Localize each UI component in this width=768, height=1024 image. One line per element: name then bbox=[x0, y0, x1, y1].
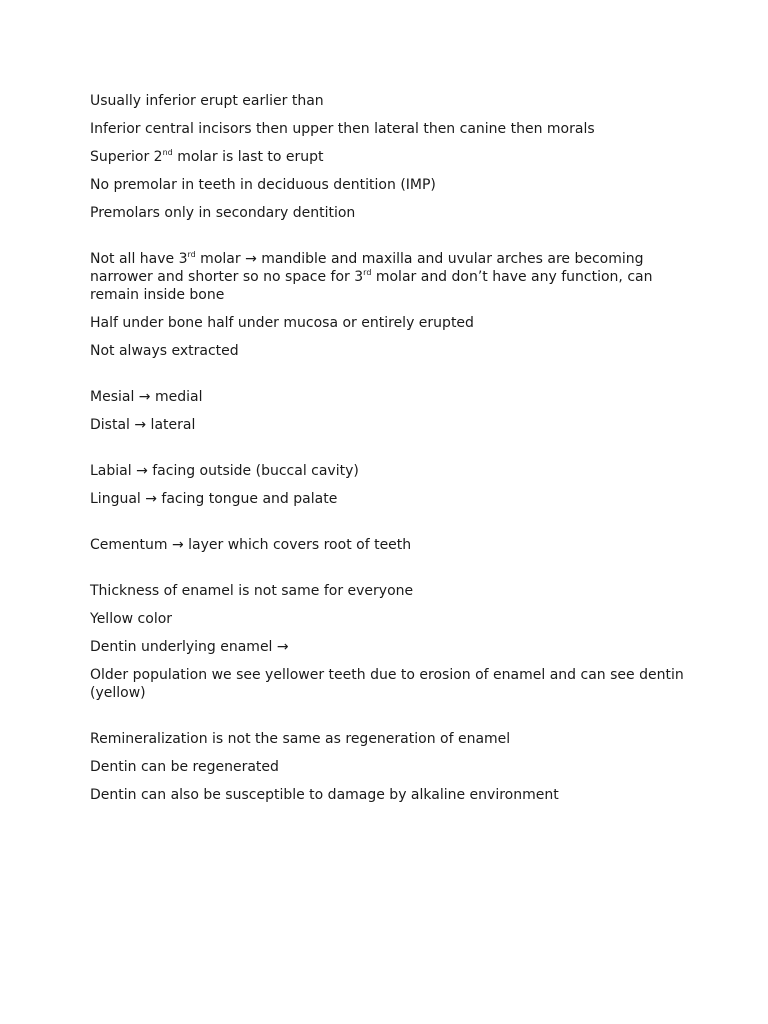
paragraph-spacer bbox=[90, 712, 690, 730]
paragraph-spacer bbox=[90, 564, 690, 582]
paragraph-spacer bbox=[90, 370, 690, 388]
paragraph bbox=[90, 204, 690, 222]
paragraph-spacer bbox=[90, 518, 690, 536]
paragraph-text: Labial → facing outside (buccal cavity) bbox=[90, 463, 359, 479]
paragraph-text: Remineralization is not the same as regeneration of enamel bbox=[90, 731, 511, 747]
paragraph-text: Superior 2 bbox=[90, 149, 163, 165]
paragraph bbox=[90, 92, 690, 110]
paragraph-text: Dentin underlying enamel → bbox=[90, 639, 289, 655]
ordinal-superscript: nd bbox=[162, 148, 173, 157]
paragraph bbox=[90, 638, 690, 656]
paragraph bbox=[90, 786, 690, 804]
paragraph-text: Premolars only in secondary dentition bbox=[90, 205, 356, 221]
paragraph bbox=[90, 314, 690, 332]
paragraph-text: Dentin can also be susceptible to damage by alkaline environment bbox=[90, 787, 559, 803]
paragraph-text: Cementum → layer which covers root of teeth bbox=[90, 537, 412, 553]
paragraph bbox=[90, 388, 690, 406]
paragraph-text: Yellow color bbox=[90, 611, 173, 627]
paragraph bbox=[90, 416, 690, 434]
ordinal-superscript: rd bbox=[363, 268, 372, 277]
paragraph-text: Not always extracted bbox=[90, 343, 239, 359]
paragraph bbox=[90, 666, 690, 702]
paragraph bbox=[90, 120, 690, 138]
ordinal-superscript: rd bbox=[187, 250, 196, 259]
paragraph bbox=[90, 536, 690, 554]
paragraph-text: Inferior central incisors then upper then lateral then canine then morals bbox=[90, 121, 595, 137]
paragraph-text: Older population we see yellower teeth due to erosion of enamel and can see dentin (yellow) bbox=[90, 667, 684, 701]
paragraph bbox=[90, 758, 690, 776]
paragraph-text: Half under bone half under mucosa or entirely erupted bbox=[90, 315, 474, 331]
paragraph-text: Thickness of enamel is not same for everyone bbox=[90, 583, 414, 599]
paragraph-spacer bbox=[90, 232, 690, 250]
paragraph bbox=[90, 250, 690, 304]
paragraph bbox=[90, 148, 690, 166]
paragraph-text: Usually inferior erupt earlier than bbox=[90, 93, 324, 109]
paragraph-text: Lingual → facing tongue and palate bbox=[90, 491, 338, 507]
paragraph-spacer bbox=[90, 444, 690, 462]
paragraph-text: Distal → lateral bbox=[90, 417, 196, 433]
paragraph-text: molar is last to erupt bbox=[172, 149, 324, 165]
paragraph bbox=[90, 490, 690, 508]
paragraph bbox=[90, 730, 690, 748]
paragraph-text: Mesial → medial bbox=[90, 389, 203, 405]
paragraph-text: Dentin can be regenerated bbox=[90, 759, 279, 775]
paragraph bbox=[90, 610, 690, 628]
paragraph-text: No premolar in teeth in deciduous dentition (IMP) bbox=[90, 177, 436, 193]
paragraph bbox=[90, 342, 690, 360]
paragraph-text: Not all have 3 bbox=[90, 251, 188, 267]
paragraph bbox=[90, 176, 690, 194]
paragraph bbox=[90, 582, 690, 600]
paragraph-text: molar and don’t have any function, can remain inside bone bbox=[90, 269, 653, 303]
paragraph bbox=[90, 462, 690, 480]
paragraph-text: molar → mandible and maxilla and uvular arches are becoming narrower and shorter so no space for 3 bbox=[90, 251, 644, 285]
document-body bbox=[90, 92, 690, 814]
